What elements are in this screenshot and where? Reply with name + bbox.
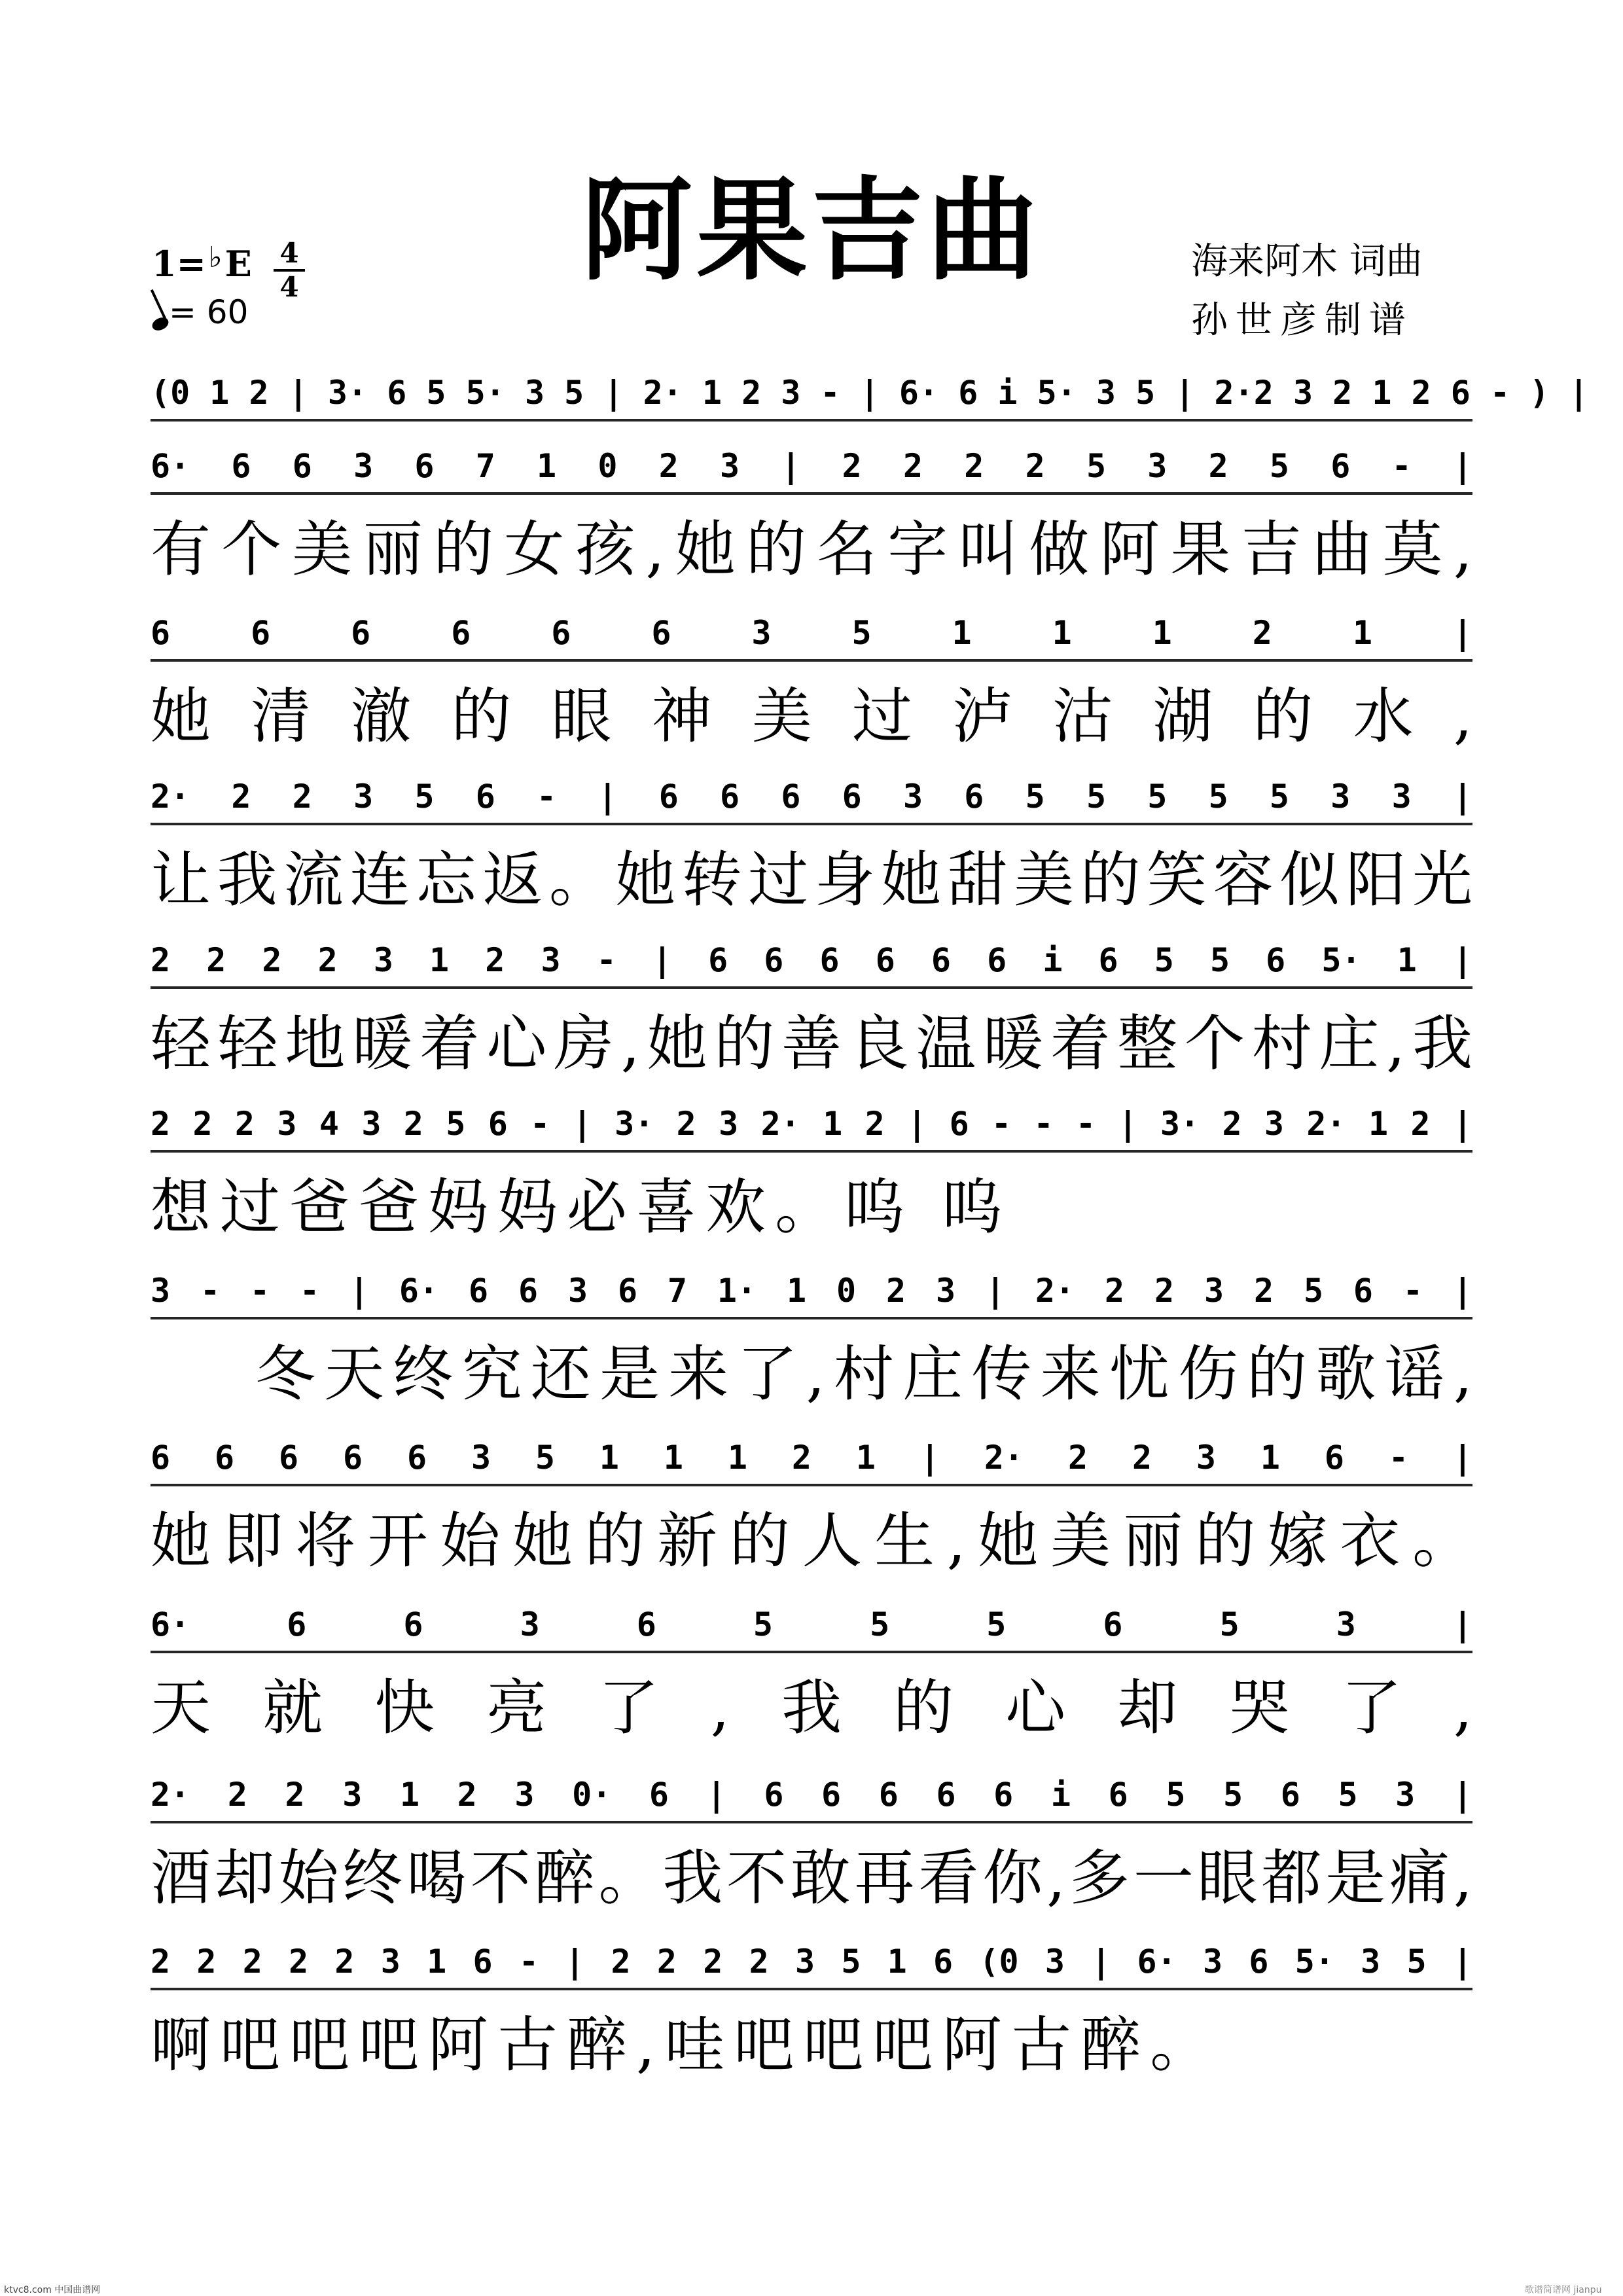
notation-line: [151, 1090, 1472, 1162]
time-sig-bottom: 4: [279, 271, 299, 303]
score-system-10: [151, 1761, 1472, 1918]
score-system-3: [151, 599, 1472, 756]
notation-line: [151, 1590, 1472, 1662]
time-signature: [274, 239, 305, 302]
underline-beam: [151, 1651, 1472, 1653]
underline-beam: [151, 419, 1472, 422]
jianpu-notes: (0 1 2 | 3· 6 5 5· 3 5 | 2· 1 2 3 - | 6· 6 i 5· 3 5 | 2·2 3 2 1 2 6 - ) |: [151, 374, 1589, 412]
notation-line: [151, 762, 1472, 834]
credit-arranger: 孙世彦制谱: [1191, 299, 1414, 342]
score-system-4: [151, 762, 1472, 920]
tempo-marking: [152, 293, 248, 331]
key-signature: [152, 241, 252, 285]
underline-beam: [151, 1150, 1472, 1153]
credit-lyricist-composer: 海来阿木 词曲: [1191, 240, 1423, 283]
page-title: 阿果吉曲: [580, 165, 1042, 296]
lyric-line: 酒却始终喝不醉。我不敢再看你,多一眼都是痛,: [151, 1843, 1472, 1913]
key-letter: E: [224, 243, 252, 285]
flat-symbol: ♭: [208, 241, 223, 274]
tempo-value: = 60: [169, 293, 249, 331]
underline-beam: [151, 659, 1472, 662]
jianpu-notes: 6 6 6 6 6 3 5 1 1 1 2 1 | 2· 2 2 3 1 6 - |: [151, 1439, 1472, 1477]
notation-line: [151, 432, 1472, 504]
underline-beam: [151, 1821, 1472, 1823]
lyric-line: 啊吧吧吧阿古醉,哇吧吧吧阿古醉。: [151, 2010, 1220, 2080]
score-system-1: [151, 359, 1589, 437]
score-system-2: [151, 432, 1472, 589]
lyric-line: 让我流连忘返。她转过身她甜美的笑容似阳光: [151, 845, 1472, 915]
footer-watermark-left: ktvc8.com 中国曲谱网: [4, 2285, 101, 2295]
jianpu-notes: 6· 6 6 3 6 5 5 5 6 5 3 |: [151, 1605, 1472, 1643]
score-system-8: [151, 1424, 1472, 1581]
underline-beam: [151, 492, 1472, 495]
jianpu-notes: 2 2 2 2 2 3 1 6 - | 2 2 2 2 3 5 1 6 (0 3 | 6· 3 6 5· 3 5 |: [151, 1943, 1472, 1981]
underline-beam: [151, 1317, 1472, 1319]
notation-line: [151, 1761, 1472, 1833]
key-prefix: 1=: [152, 243, 206, 285]
jianpu-notes: 3 - - - | 6· 6 6 3 6 7 1· 1 0 2 3 | 2· 2 2 3 2 5 6 - |: [151, 1272, 1472, 1310]
notation-line: [151, 1928, 1472, 2000]
notation-line: [151, 359, 1589, 431]
lyric-line: 轻轻地暖着心房,她的善良温暖着整个村庄,我: [151, 1009, 1472, 1079]
underline-beam: [151, 986, 1472, 989]
lyric-line: 想过爸爸妈妈必喜欢。呜 呜: [151, 1172, 1012, 1242]
notation-line: [151, 1257, 1472, 1329]
lyric-line: 她清澈的眼神美过泸沽湖的水,: [151, 681, 1472, 751]
underline-beam: [151, 823, 1472, 825]
score-system-6: [151, 1090, 1472, 1247]
notation-line: [151, 1424, 1472, 1496]
score-system-7: [151, 1257, 1472, 1414]
score-system-5: [151, 926, 1472, 1083]
jianpu-notes: 2· 2 2 3 5 6 - | 6 6 6 6 3 6 5 5 5 5 5 3 3 |: [151, 778, 1472, 816]
time-sig-top: 4: [279, 237, 299, 269]
lyric-line: 她即将开始她的新的人生,她美丽的嫁衣。: [151, 1506, 1472, 1576]
jianpu-notes: 2· 2 2 3 1 2 3 0· 6 | 6 6 6 6 6 i 6 5 5 6 5 3 |: [151, 1776, 1472, 1814]
notation-line: [151, 926, 1472, 998]
lyric-line: 有个美丽的女孩,她的名字叫做阿果吉曲莫,: [151, 514, 1472, 584]
footer-watermark-right: 歌谱简谱网 jianpu: [1525, 2285, 1602, 2295]
lyric-line: 天就快亮了,我的心却哭了,: [151, 1673, 1472, 1743]
score-system-9: [151, 1590, 1472, 1748]
jianpu-notes: 6 6 6 6 6 6 3 5 1 1 1 2 1 |: [151, 614, 1472, 652]
underline-beam: [151, 1484, 1472, 1486]
quarter-note-icon: [150, 315, 170, 332]
notation-line: [151, 599, 1472, 671]
jianpu-notes: 2 2 2 2 3 1 2 3 - | 6 6 6 6 6 6 i 6 5 5 6 5· 1 |: [151, 941, 1472, 979]
jianpu-notes: 2 2 2 3 4 3 2 5 6 - | 3· 2 3 2· 1 2 | 6 - - - | 3· 2 3 2· 1 2 |: [151, 1105, 1472, 1143]
underline-beam: [151, 1988, 1472, 1990]
lyric-line: 冬天终究还是来了,村庄传来忧伤的歌谣,: [255, 1339, 1472, 1409]
jianpu-notes: 6· 6 6 3 6 7 1 0 2 3 | 2 2 2 2 5 3 2 5 6 - |: [151, 447, 1472, 485]
score-system-11: [151, 1928, 1472, 2085]
